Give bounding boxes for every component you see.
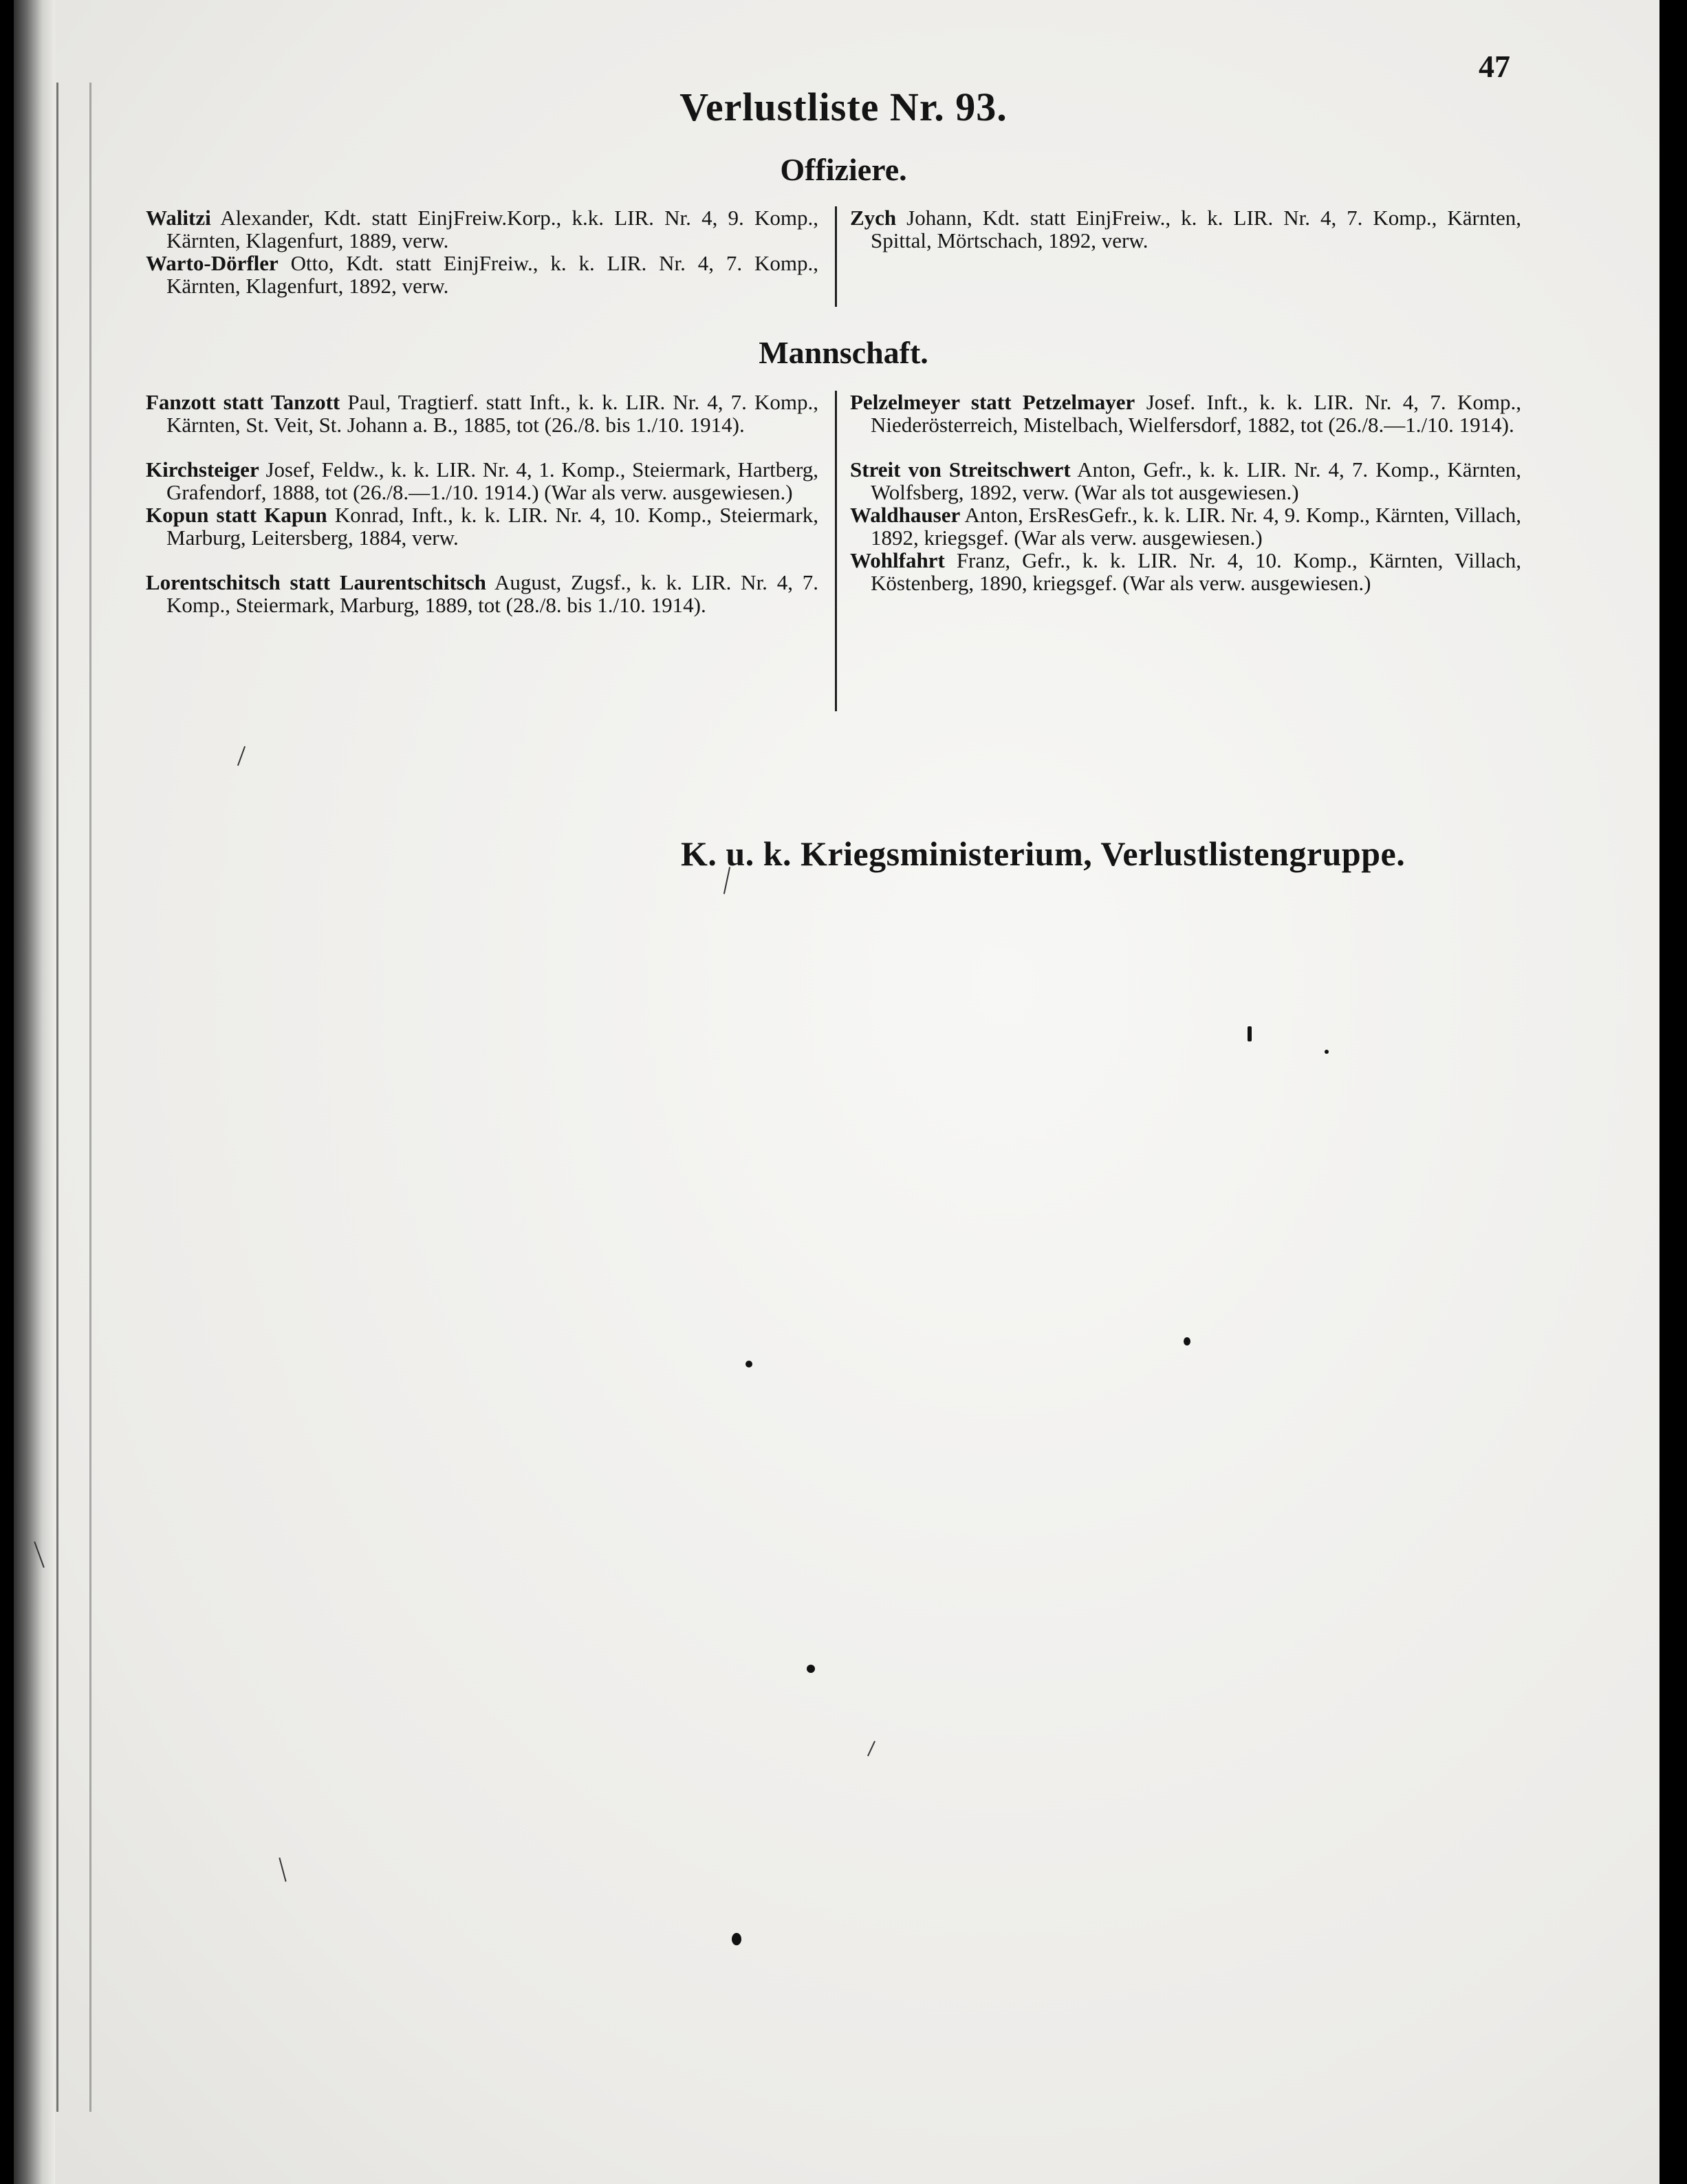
document-title: Verlustliste Nr. 93. (679, 85, 1008, 129)
entry-text: Anton, ErsResGefr., k. k. LIR. Nr. 4, 9. Komp., Kärnten, Villach, 1892, kriegsgef. (War als verw. ausgewiesen.) (871, 503, 1521, 550)
entry-name: Lorentschitsch statt Laurentschitsch (146, 570, 486, 594)
entry-text: Franz, Gefr., k. k. LIR. Nr. 4, 10. Komp., Kärnten, Villach, Köstenberg, 1890, kriegsgef. (War als verw. ausgewiesen.) (871, 548, 1521, 595)
entry-text: Johann, Kdt. statt EinjFreiw., k. k. LIR. Nr. 4, 7. Komp., Kärnten, Spittal, Mörtschach, 1892, verw. (871, 206, 1521, 252)
scan-speck (807, 1665, 815, 1673)
entry-name: Wohlfahrt (850, 548, 945, 572)
entry-name: Kirchsteiger (146, 457, 259, 482)
scan-speck (1325, 1050, 1329, 1054)
casualty-entry (850, 391, 1521, 436)
casualty-entry (146, 571, 818, 616)
section-heading-offiziere: Offiziere. (780, 152, 907, 187)
offiziere-left-column (146, 206, 818, 297)
casualty-entry (850, 458, 1521, 504)
issuer-signature: K. u. k. Kriegsministerium, Verlustlistengruppe. (681, 834, 1406, 873)
casualty-entry (146, 252, 818, 297)
scan-speck (1184, 1337, 1190, 1345)
casualty-entry (146, 504, 818, 549)
binding-edge-line (89, 83, 91, 2112)
entry-text: August, Zugsf., k. k. LIR. Nr. 4, 7. Komp., Steiermark, Marburg, 1889, tot (28./8. bis 1./10. 1914). (166, 570, 818, 617)
page-binding-shadow (14, 0, 55, 2184)
offiziere-right-column (850, 206, 1521, 252)
entry-text: Konrad, Inft., k. k. LIR. Nr. 4, 10. Komp., Steiermark, Marburg, Leitersberg, 1884, verw. (166, 503, 818, 550)
entry-name: Pelzelmeyer statt Petzelmayer (850, 390, 1135, 414)
scan-speck (732, 1933, 741, 1945)
scan-speck (1248, 1026, 1252, 1041)
page-number: 47 (1479, 49, 1510, 84)
entry-text: Paul, Tragtierf. statt Inft., k. k. LIR. Nr. 4, 7. Komp., Kärnten, St. Veit, St. Johann a. B., 1885, tot (26./8. bis 1./10. 1914). (166, 390, 818, 437)
entry-name: Kopun statt Kapun (146, 503, 327, 527)
binding-edge-line (56, 83, 58, 2112)
section-heading-mannschaft: Mannschaft. (759, 335, 928, 370)
entry-text: Josef, Feldw., k. k. LIR. Nr. 4, 1. Komp., Steiermark, Hartberg, Grafendorf, 1888, tot (26./8.—1./10. 1914.) (War als verw. ausgewiesen.) (166, 457, 818, 504)
entry-text: Josef. Inft., k. k. LIR. Nr. 4, 7. Komp., Niederösterreich, Mistelbach, Wielfersdorf, 1882, tot (26./8.—1./10. 1914). (871, 390, 1521, 437)
column-divider (835, 206, 837, 307)
casualty-entry (850, 504, 1521, 549)
casualty-entry (146, 391, 818, 436)
column-divider (835, 391, 837, 711)
casualty-entry (146, 206, 818, 252)
scan-speck (745, 1361, 752, 1367)
entry-text: Otto, Kdt. statt EinjFreiw., k. k. LIR. Nr. 4, 7. Komp., Kärnten, Klagenfurt, 1892, verw. (166, 251, 818, 298)
casualty-entry (146, 458, 818, 504)
entry-name: Fanzott statt Tanzott (146, 390, 340, 414)
entry-name: Waldhauser (850, 503, 961, 527)
entry-name: Streit von Streitschwert (850, 457, 1071, 482)
entry-text: Anton, Gefr., k. k. LIR. Nr. 4, 7. Komp., Kärnten, Wolfsberg, 1892, verw. (War als tot ausgewiesen.) (871, 457, 1521, 504)
entry-text: Alexander, Kdt. statt EinjFreiw.Korp., k.k. LIR. Nr. 4, 9. Komp., Kärnten, Klagenfurt, 1889, verw. (166, 206, 818, 252)
entry-name: Zych (850, 206, 897, 230)
entry-name: Walitzi (146, 206, 211, 230)
mannschaft-left-column (146, 391, 818, 616)
mannschaft-right-column (850, 391, 1521, 594)
casualty-entry (850, 206, 1521, 252)
entry-name: Warto-Dörfler (146, 251, 279, 275)
casualty-entry (850, 549, 1521, 594)
document-page (14, 0, 1659, 2184)
